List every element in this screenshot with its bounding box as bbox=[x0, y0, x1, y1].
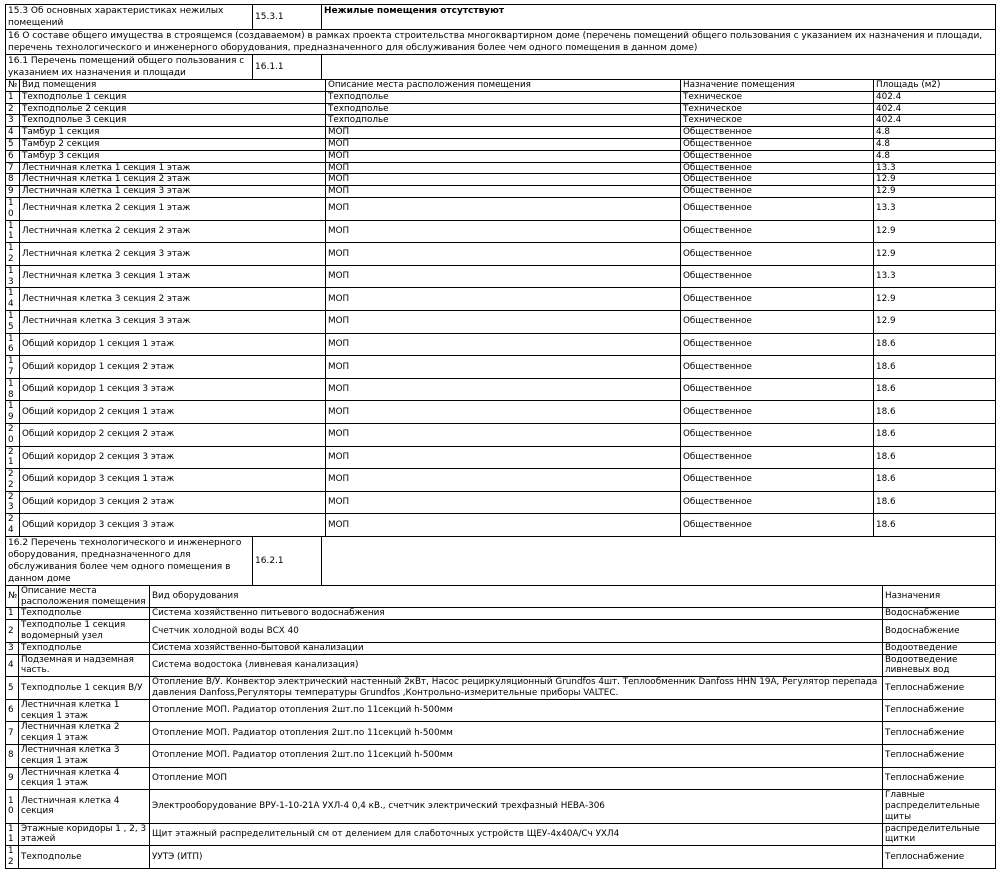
section-row-16-1 bbox=[6, 55, 996, 80]
table-cell: 402.4 bbox=[874, 91, 996, 103]
table-cell: Система хозяйственно-бытовой канализации bbox=[150, 642, 883, 654]
table-cell: Этажные коридоры 1 , 2, 3 этажей bbox=[19, 823, 150, 846]
table-cell: Лестничная клетка 2 секция 1 этаж bbox=[19, 722, 150, 745]
column-header: Площадь (м2) bbox=[874, 80, 996, 92]
table-cell: 2 bbox=[6, 620, 19, 643]
table-cell: 6 bbox=[6, 150, 20, 162]
table-cell: 24 bbox=[6, 514, 20, 537]
table-row bbox=[6, 677, 996, 700]
rooms-table bbox=[5, 79, 996, 537]
table-cell: Техподполье bbox=[19, 846, 150, 869]
table-row bbox=[6, 823, 996, 846]
table-cell: Лестничная клетка 2 секция 3 этаж bbox=[20, 243, 326, 266]
table-cell: Техподполье bbox=[19, 642, 150, 654]
table-cell: Счетчик холодной воды ВСХ 40 bbox=[150, 620, 883, 643]
table-cell: Лестничная клетка 1 секция 1 этаж bbox=[19, 699, 150, 722]
table-cell: Водоотведение bbox=[883, 642, 996, 654]
table-row bbox=[6, 150, 996, 162]
table-row bbox=[6, 378, 996, 401]
table-cell: Общественное bbox=[681, 162, 874, 174]
table-cell: МОП bbox=[326, 162, 681, 174]
column-header: № bbox=[6, 80, 20, 92]
table-cell: 9 bbox=[6, 186, 20, 198]
table-cell: 12 bbox=[6, 846, 19, 869]
table-cell: Общественное bbox=[681, 356, 874, 379]
table-cell: 12 bbox=[6, 243, 20, 266]
section-value-16-2 bbox=[322, 536, 996, 585]
table-cell: 18.6 bbox=[874, 469, 996, 492]
table-cell: Лестничная клетка 3 секция 2 этаж bbox=[20, 288, 326, 311]
table-cell: Отопление МОП bbox=[150, 767, 883, 790]
table-cell: 1 bbox=[6, 608, 19, 620]
table-cell: МОП bbox=[326, 150, 681, 162]
table-row bbox=[6, 790, 996, 823]
table-cell: Общий коридор 1 секция 2 этаж bbox=[20, 356, 326, 379]
table-row bbox=[6, 469, 996, 492]
table-cell: МОП bbox=[326, 469, 681, 492]
table-cell: Общественное bbox=[681, 401, 874, 424]
table-cell: Главные распределительные щиты bbox=[883, 790, 996, 823]
table-cell: 12.9 bbox=[874, 186, 996, 198]
table-cell: Техподполье bbox=[326, 91, 681, 103]
table-cell: Техподполье 1 секция В/У bbox=[19, 677, 150, 700]
table-cell: Общественное bbox=[681, 491, 874, 514]
table-cell: Общественное bbox=[681, 138, 874, 150]
column-header: № bbox=[6, 585, 19, 608]
table-cell: Тамбур 1 секция bbox=[20, 127, 326, 139]
table-row bbox=[6, 91, 996, 103]
table-cell: Отопление В/У. Конвектор электрический настенный 2кВт, Насос рециркуляционный Grundfos 4шт. Теплообменник Danfoss HHN 19A, Регулятор перепада давления Danfoss,Регуляторы температуры Grundfos ,Контрольно-измерительные приборы VALTEC. bbox=[150, 677, 883, 700]
table-cell: распределительные щитки bbox=[883, 823, 996, 846]
table-row bbox=[6, 722, 996, 745]
section-label-16-2: 16.2 Перечень технологического и инженерного оборудования, предназначенного для обслуживания более чем одного помещения в данном доме bbox=[6, 536, 253, 585]
table-cell: МОП bbox=[326, 446, 681, 469]
table-cell: Техподполье 1 секция bbox=[20, 91, 326, 103]
table-row bbox=[6, 162, 996, 174]
table-cell: МОП bbox=[326, 401, 681, 424]
table-row bbox=[6, 127, 996, 139]
table-row bbox=[6, 514, 996, 537]
table-cell: 20 bbox=[6, 423, 20, 446]
top-sections-table bbox=[5, 4, 996, 80]
table-row bbox=[6, 288, 996, 311]
table-row bbox=[6, 197, 996, 220]
table-cell: МОП bbox=[326, 356, 681, 379]
table-cell: 13.3 bbox=[874, 197, 996, 220]
table-row bbox=[6, 767, 996, 790]
table-cell: Теплоснабжение bbox=[883, 846, 996, 869]
table-cell: Общий коридор 1 секция 3 этаж bbox=[20, 378, 326, 401]
table-cell: Общественное bbox=[681, 469, 874, 492]
table-cell: Лестничная клетка 3 секция 3 этаж bbox=[20, 310, 326, 333]
table-cell: 11 bbox=[6, 823, 19, 846]
table-cell: 19 bbox=[6, 401, 20, 424]
table-cell: Техподполье bbox=[19, 608, 150, 620]
table-cell: Техническое bbox=[681, 115, 874, 127]
table-cell: Лестничная клетка 4 секция bbox=[19, 790, 150, 823]
column-header: Назначение помещения bbox=[681, 80, 874, 92]
table-cell: 12.9 bbox=[874, 288, 996, 311]
column-header: Описание места расположения помещения bbox=[326, 80, 681, 92]
table-cell: Водоснабжение bbox=[883, 620, 996, 643]
table-cell: Лестничная клетка 3 секция 1 этаж bbox=[19, 745, 150, 768]
table-cell: Отопление МОП. Радиатор отопления 2шт.по 11секций h-500мм bbox=[150, 722, 883, 745]
table-row bbox=[6, 174, 996, 186]
table-cell: 5 bbox=[6, 138, 20, 150]
section-value-15-3: Нежилые помещения отсутствуют bbox=[322, 5, 996, 30]
column-header: Вид оборудования bbox=[150, 585, 883, 608]
table-cell: 10 bbox=[6, 790, 19, 823]
table-cell: МОП bbox=[326, 265, 681, 288]
table-cell: Общественное bbox=[681, 197, 874, 220]
table-cell: Система хозяйственно питьевого водоснабжения bbox=[150, 608, 883, 620]
table-cell: Электрооборудование ВРУ-1-10-21А УХЛ-4 0,4 кВ., счетчик электрический трехфазный НЕВА-306 bbox=[150, 790, 883, 823]
column-header: Вид помещения bbox=[20, 80, 326, 92]
section-row-16 bbox=[6, 30, 996, 55]
table-cell: 4 bbox=[6, 127, 20, 139]
table-cell: МОП bbox=[326, 378, 681, 401]
table-row bbox=[6, 401, 996, 424]
table-row bbox=[6, 138, 996, 150]
table-cell: 7 bbox=[6, 162, 20, 174]
table-cell: МОП bbox=[326, 127, 681, 139]
table-cell: УУТЭ (ИТП) bbox=[150, 846, 883, 869]
table-cell: Общественное bbox=[681, 423, 874, 446]
table-cell: 12.9 bbox=[874, 220, 996, 243]
table-cell: МОП bbox=[326, 243, 681, 266]
table-cell: Общественное bbox=[681, 378, 874, 401]
table-row bbox=[6, 103, 996, 115]
table-cell: МОП bbox=[326, 333, 681, 356]
table-row bbox=[6, 608, 996, 620]
section-value-16-1 bbox=[322, 55, 996, 80]
table-row bbox=[6, 115, 996, 127]
table-cell: 8 bbox=[6, 174, 20, 186]
table-row bbox=[6, 699, 996, 722]
table-row bbox=[6, 333, 996, 356]
section-row-16-2 bbox=[6, 536, 996, 585]
table-cell: Общественное bbox=[681, 186, 874, 198]
table-cell: МОП bbox=[326, 423, 681, 446]
table-cell: Общественное bbox=[681, 243, 874, 266]
table-cell: Лестничная клетка 1 секция 3 этаж bbox=[20, 186, 326, 198]
table-cell: 18.6 bbox=[874, 514, 996, 537]
table-cell: Общественное bbox=[681, 446, 874, 469]
table-cell: 4.8 bbox=[874, 150, 996, 162]
table-cell: 3 bbox=[6, 115, 20, 127]
column-header: Назначения bbox=[883, 585, 996, 608]
table-cell: 4.8 bbox=[874, 138, 996, 150]
table-cell: Техподполье bbox=[326, 103, 681, 115]
section-label-15-3: 15.3 Об основных характеристиках нежилых помещений bbox=[6, 5, 253, 30]
table-cell: 18.6 bbox=[874, 356, 996, 379]
table-cell: Техническое bbox=[681, 103, 874, 115]
table-cell: МОП bbox=[326, 288, 681, 311]
table-cell: Лестничная клетка 1 секция 1 этаж bbox=[20, 162, 326, 174]
table-cell: Общественное bbox=[681, 288, 874, 311]
table-cell: Общий коридор 3 секция 2 этаж bbox=[20, 491, 326, 514]
table-row bbox=[6, 310, 996, 333]
table-row bbox=[6, 745, 996, 768]
table-cell: Техподполье 1 секция водомерный узел bbox=[19, 620, 150, 643]
table-cell: Общий коридор 3 секция 3 этаж bbox=[20, 514, 326, 537]
table-cell: МОП bbox=[326, 174, 681, 186]
table-cell: Общественное bbox=[681, 220, 874, 243]
table-cell: Общий коридор 1 секция 1 этаж bbox=[20, 333, 326, 356]
table-cell: 6 bbox=[6, 699, 19, 722]
table-cell: Теплоснабжение bbox=[883, 767, 996, 790]
table-row bbox=[6, 356, 996, 379]
table-row bbox=[6, 265, 996, 288]
table-cell: 4.8 bbox=[874, 127, 996, 139]
table-cell: Общественное bbox=[681, 127, 874, 139]
table-cell: 4 bbox=[6, 654, 19, 677]
table-cell: 2 bbox=[6, 103, 20, 115]
table-cell: МОП bbox=[326, 197, 681, 220]
table-cell: 21 bbox=[6, 446, 20, 469]
table-cell: 7 bbox=[6, 722, 19, 745]
table-cell: Отопление МОП. Радиатор отопления 2шт.по 11секций h-500мм bbox=[150, 745, 883, 768]
section-16-2-table bbox=[5, 536, 996, 586]
table-cell: 402.4 bbox=[874, 103, 996, 115]
table-cell: Теплоснабжение bbox=[883, 699, 996, 722]
table-cell: 18.6 bbox=[874, 333, 996, 356]
table-cell: 23 bbox=[6, 491, 20, 514]
table-cell: МОП bbox=[326, 186, 681, 198]
table-row bbox=[6, 620, 996, 643]
table-cell: Техподполье bbox=[326, 115, 681, 127]
table-cell: Общий коридор 2 секция 1 этаж bbox=[20, 401, 326, 424]
table-cell: Теплоснабжение bbox=[883, 677, 996, 700]
table-row bbox=[6, 423, 996, 446]
table-cell: 12.9 bbox=[874, 243, 996, 266]
table-cell: Лестничная клетка 3 секция 1 этаж bbox=[20, 265, 326, 288]
table-cell: 18.6 bbox=[874, 401, 996, 424]
table-cell: МОП bbox=[326, 491, 681, 514]
table-row bbox=[6, 243, 996, 266]
table-cell: 22 bbox=[6, 469, 20, 492]
table-cell: Техническое bbox=[681, 91, 874, 103]
table-cell: 16 bbox=[6, 333, 20, 356]
table-cell: Техподполье 3 секция bbox=[20, 115, 326, 127]
table-cell: 3 bbox=[6, 642, 19, 654]
table-row bbox=[6, 446, 996, 469]
table-cell: Общественное bbox=[681, 174, 874, 186]
table-cell: Водоотведение ливневых вод bbox=[883, 654, 996, 677]
section-label-16: 16 О составе общего имущества в строящемся (создаваемом) в рамках проекта строительства многоквартирном доме (перечень помещений общего пользования с указанием их назначения и площади, перечень технологического и инженерного оборудования, предназначенного для обслуживания более чем одного помещения в данном доме) bbox=[6, 30, 996, 55]
table-cell: Общественное bbox=[681, 310, 874, 333]
table-cell: 402.4 bbox=[874, 115, 996, 127]
table-cell: Лестничная клетка 2 секция 1 этаж bbox=[20, 197, 326, 220]
table-cell: 9 bbox=[6, 767, 19, 790]
table-cell: 17 bbox=[6, 356, 20, 379]
table-cell: Щит этажный распределительный см от делением для слаботочных устройств ЩЕУ-4х40А/Сч УХЛ4 bbox=[150, 823, 883, 846]
table-cell: Общественное bbox=[681, 150, 874, 162]
table-cell: 18.6 bbox=[874, 423, 996, 446]
table-cell: 8 bbox=[6, 745, 19, 768]
table-row bbox=[6, 654, 996, 677]
equipment-table-header-row bbox=[6, 585, 996, 608]
equipment-table bbox=[5, 585, 996, 869]
table-cell: 5 bbox=[6, 677, 19, 700]
table-cell: Общественное bbox=[681, 333, 874, 356]
table-cell: Общий коридор 2 секция 3 этаж bbox=[20, 446, 326, 469]
table-row bbox=[6, 642, 996, 654]
table-cell: Лестничная клетка 2 секция 2 этаж bbox=[20, 220, 326, 243]
table-row bbox=[6, 220, 996, 243]
table-cell: Общий коридор 3 секция 1 этаж bbox=[20, 469, 326, 492]
table-cell: 18 bbox=[6, 378, 20, 401]
table-cell: 11 bbox=[6, 220, 20, 243]
table-cell: Общественное bbox=[681, 514, 874, 537]
table-cell: 1 bbox=[6, 91, 20, 103]
table-cell: Теплоснабжение bbox=[883, 745, 996, 768]
table-cell: Техподполье 2 секция bbox=[20, 103, 326, 115]
rooms-table-header-row bbox=[6, 80, 996, 92]
table-cell: 12.9 bbox=[874, 174, 996, 186]
table-cell: Теплоснабжение bbox=[883, 722, 996, 745]
section-row-15-3 bbox=[6, 5, 996, 30]
table-cell: 15 bbox=[6, 310, 20, 333]
table-cell: МОП bbox=[326, 310, 681, 333]
table-row bbox=[6, 846, 996, 869]
table-cell: Общий коридор 2 секция 2 этаж bbox=[20, 423, 326, 446]
table-cell: 10 bbox=[6, 197, 20, 220]
table-cell: 18.6 bbox=[874, 446, 996, 469]
table-cell: Тамбур 3 секция bbox=[20, 150, 326, 162]
table-cell: МОП bbox=[326, 138, 681, 150]
table-cell: Водоснабжение bbox=[883, 608, 996, 620]
table-cell: Общественное bbox=[681, 265, 874, 288]
table-cell: МОП bbox=[326, 514, 681, 537]
table-cell: Тамбур 2 секция bbox=[20, 138, 326, 150]
table-cell: 18.6 bbox=[874, 491, 996, 514]
section-code-16-1: 16.1.1 bbox=[253, 55, 322, 80]
column-header: Описание места расположения помещения bbox=[19, 585, 150, 608]
table-cell: 13.3 bbox=[874, 265, 996, 288]
table-row bbox=[6, 186, 996, 198]
table-cell: 12.9 bbox=[874, 310, 996, 333]
table-cell: 14 bbox=[6, 288, 20, 311]
table-cell: 13.3 bbox=[874, 162, 996, 174]
table-cell: Лестничная клетка 4 секция 1 этаж bbox=[19, 767, 150, 790]
table-cell: МОП bbox=[326, 220, 681, 243]
table-cell: Система водостока (ливневая канализация) bbox=[150, 654, 883, 677]
table-cell: Подземная и надземная часть. bbox=[19, 654, 150, 677]
section-code-16-2: 16.2.1 bbox=[253, 536, 322, 585]
table-cell: 13 bbox=[6, 265, 20, 288]
table-cell: Лестничная клетка 1 секция 2 этаж bbox=[20, 174, 326, 186]
table-cell: 18.6 bbox=[874, 378, 996, 401]
table-row bbox=[6, 491, 996, 514]
section-code-15-3: 15.3.1 bbox=[253, 5, 322, 30]
table-cell: Отопление МОП. Радиатор отопления 2шт.по 11секций h-500мм bbox=[150, 699, 883, 722]
section-label-16-1: 16.1 Перечень помещений общего пользования с указанием их назначения и площади bbox=[6, 55, 253, 80]
